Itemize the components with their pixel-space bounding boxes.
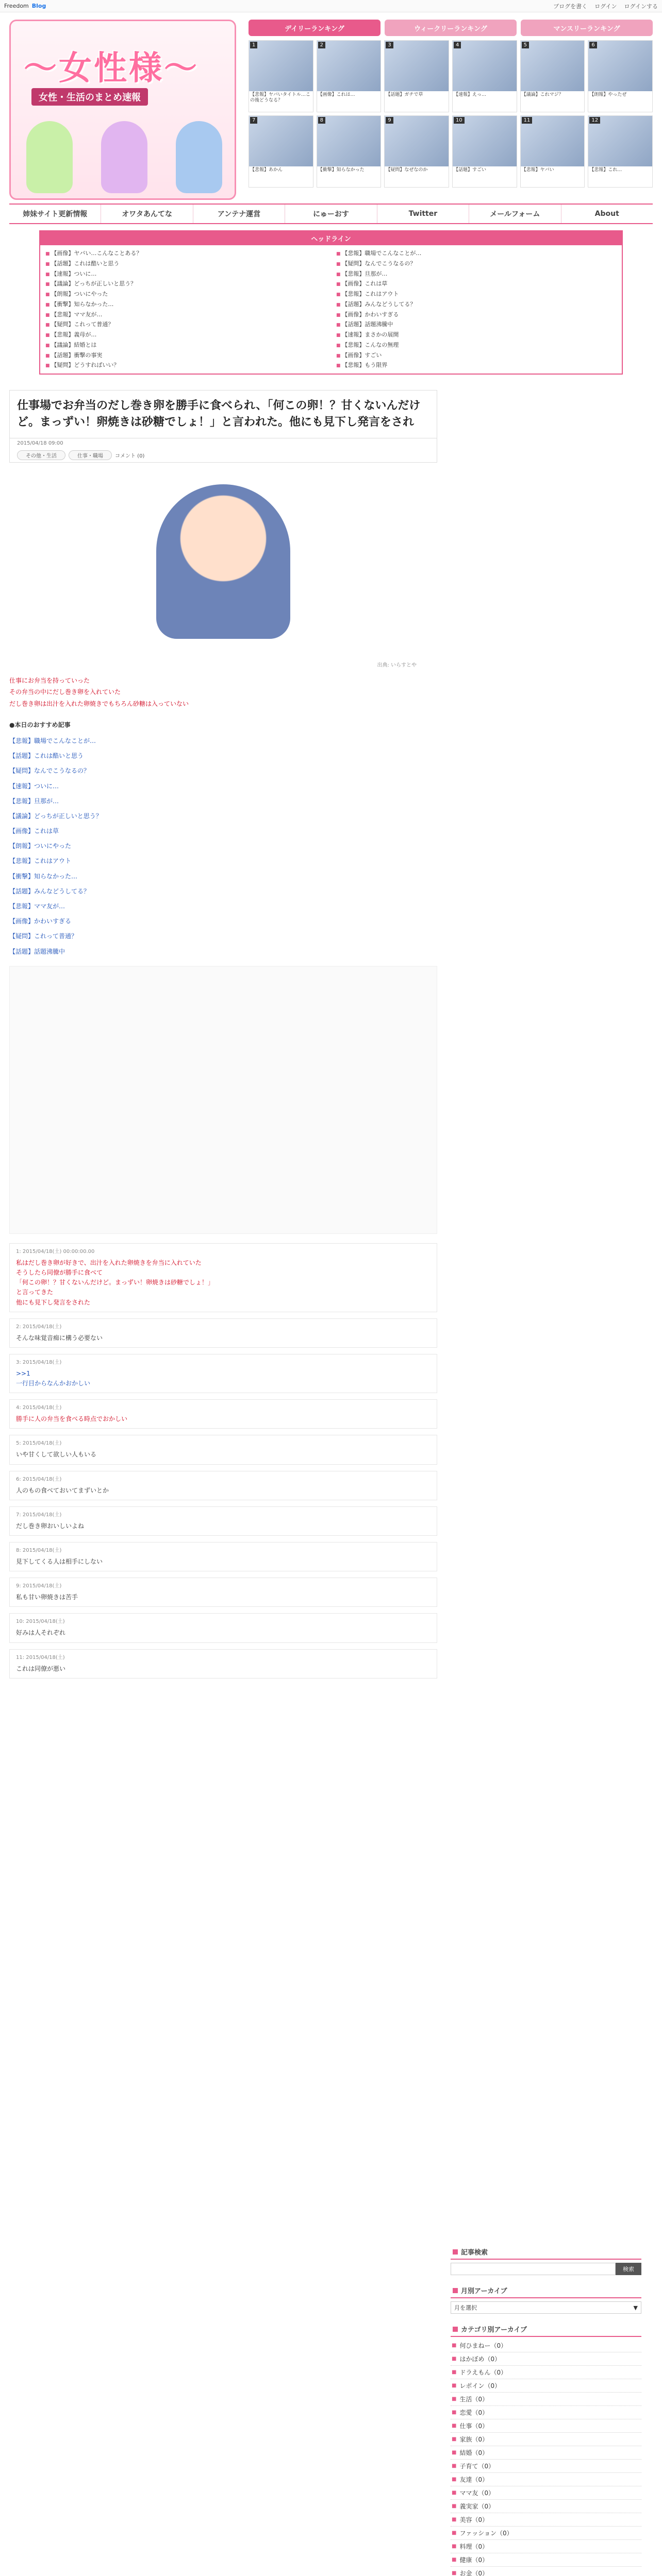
category-title: カテゴリ別アーカイブ	[461, 2326, 527, 2334]
headline-item[interactable]: ■ 【画像】かわいすぎる	[336, 310, 617, 320]
folder-icon: ■	[452, 2396, 457, 2402]
recommend-link[interactable]: 【疑問】これって普通？	[9, 933, 78, 940]
ranking-item[interactable]	[588, 40, 653, 112]
main-column	[9, 390, 437, 2576]
comment-line: 見下してくる人は相手にしない	[16, 1558, 103, 1566]
recommend-link[interactable]: 【悲報】職場でこんなことが…	[9, 737, 96, 744]
ranking-item[interactable]	[249, 115, 313, 188]
headline-item[interactable]: ■ 【疑問】これって普通？	[45, 319, 326, 330]
ranking-thumbnail	[249, 41, 313, 91]
recommend-link[interactable]: 【画像】これは草	[9, 827, 59, 835]
search-box	[451, 2245, 641, 2275]
ranking-item[interactable]	[384, 40, 449, 112]
headline-item[interactable]: ■ 【悲報】職場でこんなことが…	[336, 248, 617, 259]
folder-icon: ■	[452, 2436, 457, 2442]
recommend-link[interactable]: 【悲報】これはアウト	[9, 857, 72, 865]
character-illustration	[101, 121, 147, 193]
category-label: はかぼめ（0）	[459, 2355, 501, 2363]
ranking-thumbnail	[317, 116, 381, 166]
comment	[9, 1435, 437, 1464]
headline-item[interactable]: ■ 【話題】これは酷いと思う	[45, 259, 326, 269]
comment	[9, 1649, 437, 1679]
ranking-item[interactable]	[452, 115, 517, 188]
ranking-thumbnail	[249, 116, 313, 166]
comment-line: そんな味覚音痴に構う必要ない	[16, 1334, 103, 1342]
category-label: 結婚（0）	[459, 2449, 489, 2456]
comment	[9, 1613, 437, 1642]
comment-line: 私はだし巻き卵が好きで、出汁を入れた卵焼きを弁当に入れていた	[16, 1259, 202, 1266]
ranking-tab[interactable]: マンスリーランキング	[521, 20, 653, 36]
category-item[interactable]	[451, 2419, 641, 2433]
article-tags	[9, 448, 437, 463]
comment-header: 5: 2015/04/18(土)	[16, 1440, 62, 1447]
headline-title: ヘッドライン	[40, 231, 622, 245]
nav-item[interactable]: にゅーおす	[285, 205, 377, 223]
comment-line: 他にも見下し発言をされた	[16, 1298, 91, 1306]
archive-select[interactable]	[451, 2301, 641, 2314]
headline-item[interactable]: ■ 【画像】ヤバい…こんなことある？	[45, 248, 326, 259]
ranking-caption: 【疑問】なぜなのか	[385, 166, 449, 187]
hero-image	[9, 469, 437, 654]
category-box	[451, 2322, 641, 2576]
category-item[interactable]	[451, 2366, 641, 2379]
ranking-number: 10	[454, 117, 465, 124]
square-icon	[453, 2249, 458, 2255]
article-tag[interactable]: その他・生活	[17, 450, 65, 460]
ranking-number: 2	[318, 42, 325, 48]
ranking-thumbnail	[453, 41, 517, 91]
category-item[interactable]	[451, 2339, 641, 2352]
article-title: 仕事場でお弁当のだし巻き卵を勝手に食べられ、「何この卵！？甘くないんだけど。まっずい！卵焼きは砂糖でしょ！」と言われた。他にも見下し発言をされ	[9, 390, 437, 438]
comment-count[interactable]: コメント (0)	[115, 453, 145, 459]
ranking-item[interactable]	[249, 40, 313, 112]
folder-icon: ■	[452, 2490, 457, 2496]
folder-icon: ■	[452, 2570, 457, 2576]
folder-icon: ■	[452, 2343, 457, 2348]
comment-header: 2: 2015/04/18(土)	[16, 1324, 62, 1330]
ranking-number: 7	[250, 117, 257, 124]
headline-item[interactable]: ■ 【画像】すごい	[336, 350, 617, 361]
recommend-link[interactable]: 【朗報】ついにやった	[9, 842, 72, 850]
folder-icon: ■	[452, 2383, 457, 2388]
ranking-thumbnail	[521, 41, 585, 91]
folder-icon: ■	[452, 2544, 457, 2549]
ranking-caption: 【悲報】ヤバいタイトル…この後どうなる？	[249, 91, 313, 112]
category-item[interactable]	[451, 2567, 641, 2576]
category-item[interactable]	[451, 2513, 641, 2527]
headline-item[interactable]: ■ 【悲報】義母が…	[45, 330, 326, 340]
recommend-link[interactable]: 【衝撃】知らなかった…	[9, 872, 78, 880]
recommend-link[interactable]: 【話題】話題沸騰中	[9, 947, 65, 955]
ranking-item[interactable]	[520, 115, 585, 188]
ranking-caption: 【議論】これマジ？	[521, 91, 585, 112]
category-label: お金（0）	[459, 2570, 489, 2576]
category-item[interactable]	[451, 2446, 641, 2460]
comment-line: と言ってきた	[16, 1289, 54, 1296]
nav-item[interactable]: Twitter	[377, 205, 469, 223]
category-label: 義実家（0）	[459, 2503, 495, 2510]
headline-item[interactable]: ■ 【悲報】もう限界	[336, 360, 617, 370]
comment-line: 一行目からなんかおかしい	[16, 1380, 91, 1387]
ranking-item[interactable]	[384, 115, 449, 188]
headline-item[interactable]: ■ 【速報】ついに…	[45, 269, 326, 279]
search-button[interactable]: 検索	[616, 2263, 641, 2275]
ranking-item[interactable]	[520, 40, 585, 112]
headline-item[interactable]: ■ 【速報】まさかの展開	[336, 330, 617, 340]
folder-icon: ■	[452, 2503, 457, 2509]
comment	[9, 1399, 437, 1429]
comment-line: 「何この卵！？甘くないんだけど。まっずい！卵焼きは砂糖でしょ！」	[16, 1279, 214, 1286]
comment	[9, 1354, 437, 1393]
ranking-item[interactable]	[317, 40, 382, 112]
ranking-caption: 【悲報】ヤバい	[521, 166, 585, 187]
square-icon	[453, 2288, 458, 2293]
comment-line: 好みは人それぞれ	[16, 1629, 66, 1637]
recommend-heading: ●本日のおすすめ記事	[9, 721, 71, 728]
comment-header: 3: 2015/04/18(土)	[16, 1359, 62, 1365]
nav-item[interactable]: オワタあんてな	[101, 205, 193, 223]
topbar-link[interactable]: ログインする	[624, 3, 658, 10]
comment-header: 7: 2015/04/18(土)	[16, 1512, 62, 1518]
folder-icon: ■	[452, 2477, 457, 2482]
headline-item[interactable]: ■ 【疑問】なんでこうなるの？	[336, 259, 617, 269]
comment	[9, 1318, 437, 1348]
ranking-caption: 【悲報】これ…	[588, 166, 652, 187]
headline-item[interactable]: ■ 【議論】どっちが正しいと思う？	[45, 279, 326, 289]
ranking-caption: 【話題】ガチで草	[385, 91, 449, 112]
folder-icon: ■	[452, 2450, 457, 2455]
headline-item[interactable]: ■ 【悲報】これはアウト	[336, 289, 617, 299]
category-label: レポイン（0）	[459, 2382, 501, 2389]
category-label: ファッション（0）	[459, 2530, 513, 2537]
ranking-caption: 【朗報】やったぜ	[588, 91, 652, 112]
ranking-number: 8	[318, 117, 325, 124]
article-date: 2015/04/18 09:00	[9, 438, 437, 448]
category-item[interactable]	[451, 2393, 641, 2406]
headline-item[interactable]: ■ 【悲報】ママ友が…	[45, 310, 326, 320]
ranking-thumbnail	[317, 41, 381, 91]
folder-icon: ■	[452, 2356, 457, 2362]
ranking-number: 6	[589, 42, 597, 48]
folder-icon: ■	[452, 2369, 457, 2375]
recommend-links	[9, 736, 437, 957]
comment-line: いや甘くして欲しい人もいる	[16, 1451, 97, 1459]
ranking-number: 5	[522, 42, 529, 48]
category-label: 何ひまねー（0）	[459, 2342, 507, 2349]
blog-brand[interactable]: Blog	[31, 3, 46, 9]
comment-line: そうしたら同僚が勝手に食べて	[16, 1268, 103, 1276]
sidebar	[451, 390, 641, 2576]
category-item[interactable]	[451, 2473, 641, 2486]
category-item[interactable]	[451, 2527, 641, 2540]
comment-header: 1: 2015/04/18(土) 00:00:00.00	[16, 1248, 95, 1255]
comment-header: 10: 2015/04/18(土)	[16, 1619, 65, 1625]
folder-icon: ■	[452, 2557, 457, 2563]
headline-item[interactable]: ■ 【悲報】こんなの無理	[336, 340, 617, 350]
comment-list	[9, 1243, 437, 1679]
comment	[9, 1243, 437, 1312]
intro-line: 仕事にお弁当を持っていった	[9, 676, 90, 684]
headline-item[interactable]: ■ 【衝撃】知らなかった…	[45, 299, 326, 310]
headline-item[interactable]: ■ 【画像】これは草	[336, 279, 617, 289]
comment-header: 8: 2015/04/18(土)	[16, 1548, 62, 1554]
ranking-tab[interactable]: デイリーランキング	[249, 20, 380, 36]
nav-item[interactable]: About	[594, 210, 619, 218]
search-title: 記事検索	[461, 2249, 488, 2257]
category-label: 美容（0）	[459, 2516, 489, 2523]
comment	[9, 1542, 437, 1571]
ad-area	[9, 966, 437, 1234]
comment	[9, 1578, 437, 1607]
category-item[interactable]	[451, 2406, 641, 2419]
headline-item[interactable]: ■ 【話題】みんなどうしてる？	[336, 299, 617, 310]
ranking-number: 12	[589, 117, 600, 124]
folder-icon: ■	[452, 2410, 457, 2415]
topbar-link[interactable]: ブログを書く	[553, 3, 588, 10]
headline-item[interactable]: ■ 【悲報】旦那が…	[336, 269, 617, 279]
worried-woman-illustration	[156, 484, 290, 639]
ranking-panel	[249, 20, 653, 200]
recommend-link[interactable]: 【悲報】ママ友が…	[9, 903, 65, 910]
ranking-caption: 【衝撃】知らなかった	[317, 166, 381, 187]
ranking-thumbnail	[588, 41, 652, 91]
headline-item[interactable]: ■ 【疑問】どうすればいい？	[45, 360, 326, 370]
category-label: 生活（0）	[459, 2396, 489, 2403]
category-item[interactable]	[451, 2352, 641, 2366]
recommend-link[interactable]: 【速報】ついに…	[9, 782, 59, 790]
category-label: 恋愛（0）	[459, 2409, 489, 2416]
comment-line: だし巻き卵おいしいよね	[16, 1522, 85, 1530]
comment-line: >>1	[16, 1369, 30, 1377]
ranking-thumbnail	[385, 116, 449, 166]
category-label: 仕事（0）	[459, 2422, 489, 2430]
article-tag[interactable]: 仕事・職場	[69, 450, 112, 460]
ranking-item[interactable]	[317, 115, 382, 188]
ranking-thumbnail	[385, 41, 449, 91]
nav-item[interactable]: メールフォーム	[469, 205, 561, 223]
category-item[interactable]	[451, 2540, 641, 2553]
category-label: 料理（0）	[459, 2543, 489, 2550]
category-label: 家族（0）	[459, 2436, 489, 2443]
category-item[interactable]	[451, 2379, 641, 2393]
topbar-left-label: Freedom	[4, 3, 29, 9]
category-item[interactable]	[451, 2553, 641, 2567]
recommend-link[interactable]: 【話題】これは酷いと思う	[9, 752, 84, 760]
recommend-link[interactable]: 【画像】かわいすぎる	[9, 918, 72, 925]
ranking-number: 11	[522, 117, 533, 124]
archive-title: 月別アーカイブ	[461, 2287, 507, 2295]
headline-item[interactable]: ■ 【朗報】ついにやった	[45, 289, 326, 299]
site-logo[interactable]	[9, 20, 241, 208]
ranking-caption: 【悲報】あかん	[249, 166, 313, 187]
comment-line: 人のもの食べておいてまずいとか	[16, 1486, 109, 1494]
ranking-caption: 【画像】これは…	[317, 91, 381, 112]
folder-icon: ■	[452, 2423, 457, 2429]
logo-title: 〜女性様〜	[24, 49, 199, 88]
ranking-caption: 【話題】すごい	[453, 166, 517, 187]
character-illustration	[26, 121, 73, 193]
headline-item[interactable]: ■ 【話題】衝撃の事実	[45, 350, 326, 361]
nav-item[interactable]: アンテナ運営	[193, 205, 285, 223]
square-icon	[453, 2327, 458, 2332]
site-header	[0, 12, 662, 200]
folder-icon: ■	[452, 2530, 457, 2536]
ranking-number: 4	[454, 42, 461, 48]
category-item[interactable]	[451, 2500, 641, 2513]
headline-box	[39, 230, 623, 375]
article-intro	[9, 675, 437, 709]
ranking-number: 9	[386, 117, 393, 124]
image-caption: 出典: いらすとや	[377, 662, 417, 668]
nav-item[interactable]: 姉妹サイト更新情報	[9, 205, 101, 223]
search-input[interactable]	[451, 2263, 616, 2275]
comment-header: 11: 2015/04/18(土)	[16, 1654, 65, 1660]
ranking-number: 3	[386, 42, 393, 48]
topbar-link[interactable]: ログイン	[594, 3, 617, 10]
category-item[interactable]	[451, 2433, 641, 2446]
comment-header: 9: 2015/04/18(土)	[16, 1583, 62, 1589]
comment-line: 私も甘い卵焼きは苦手	[16, 1594, 78, 1601]
comment	[9, 1471, 437, 1500]
category-item[interactable]	[451, 2460, 641, 2473]
intro-line: その弁当の中にだし巻き卵を入れていた	[9, 688, 121, 696]
ranking-caption: 【速報】えっ…	[453, 91, 517, 112]
character-illustration	[176, 121, 222, 193]
ranking-number: 1	[250, 42, 257, 48]
top-bar	[0, 0, 662, 12]
category-label: 健康（0）	[459, 2556, 489, 2564]
topbar-links	[553, 2, 658, 10]
category-label: 子育て（0）	[459, 2463, 495, 2470]
folder-icon: ■	[452, 2463, 457, 2469]
intro-line: だし巻き卵は出汁を入れた卵焼きでもちろん砂糖は入っていない	[9, 700, 189, 707]
recommend-link[interactable]: 【悲報】旦那が…	[9, 797, 59, 805]
recommend-link[interactable]: 【疑問】なんでこうなるの？	[9, 767, 90, 775]
chevron-down-icon: ▼	[633, 2304, 638, 2311]
archive-selected: 月を選択	[454, 2304, 477, 2311]
ranking-tab[interactable]: ウィークリーランキング	[385, 20, 517, 36]
folder-icon: ■	[452, 2517, 457, 2522]
category-label: 友達（0）	[459, 2476, 489, 2483]
logo-subtitle: 女性・生活のまとめ速報	[31, 88, 148, 106]
comment-header: 6: 2015/04/18(土)	[16, 1476, 62, 1482]
comment-line: これは同僚が悪い	[16, 1665, 66, 1672]
archive-box	[451, 2283, 641, 2314]
headline-item[interactable]: ■ 【議論】結婚とは	[45, 340, 326, 350]
comment-line: 勝手に人の弁当を食べる時点でおかしい	[16, 1415, 128, 1423]
ranking-item[interactable]	[588, 115, 653, 188]
headline-item[interactable]: ■ 【話題】話題沸騰中	[336, 319, 617, 330]
category-item[interactable]	[451, 2486, 641, 2500]
ranking-item[interactable]	[452, 40, 517, 112]
comment	[9, 1506, 437, 1536]
category-label: ママ友（0）	[459, 2489, 495, 2497]
recommend-link[interactable]: 【話題】みんなどうしてる？	[9, 887, 90, 895]
recommend-link[interactable]: 【議論】どっちが正しいと思う？	[9, 812, 102, 820]
category-label: ドラえもん（0）	[459, 2369, 507, 2376]
comment-header: 4: 2015/04/18(土)	[16, 1405, 62, 1411]
